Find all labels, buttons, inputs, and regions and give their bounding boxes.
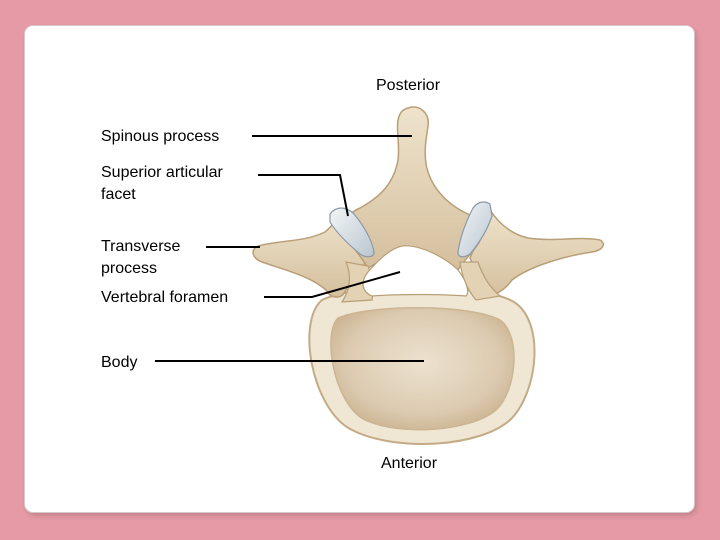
- vertebral-foramen-label: Vertebral foramen: [101, 289, 229, 306]
- vertebral-body: [309, 287, 534, 444]
- transverse-process-label: Transverse process: [101, 238, 181, 277]
- superior-articular-facet-label: Superior articular facet: [101, 164, 223, 203]
- posterior-label: Posterior: [376, 77, 441, 94]
- anterior-label: Anterior: [381, 455, 438, 472]
- spinous-process-label: Spinous process: [101, 128, 220, 145]
- body-label: Body: [101, 354, 138, 371]
